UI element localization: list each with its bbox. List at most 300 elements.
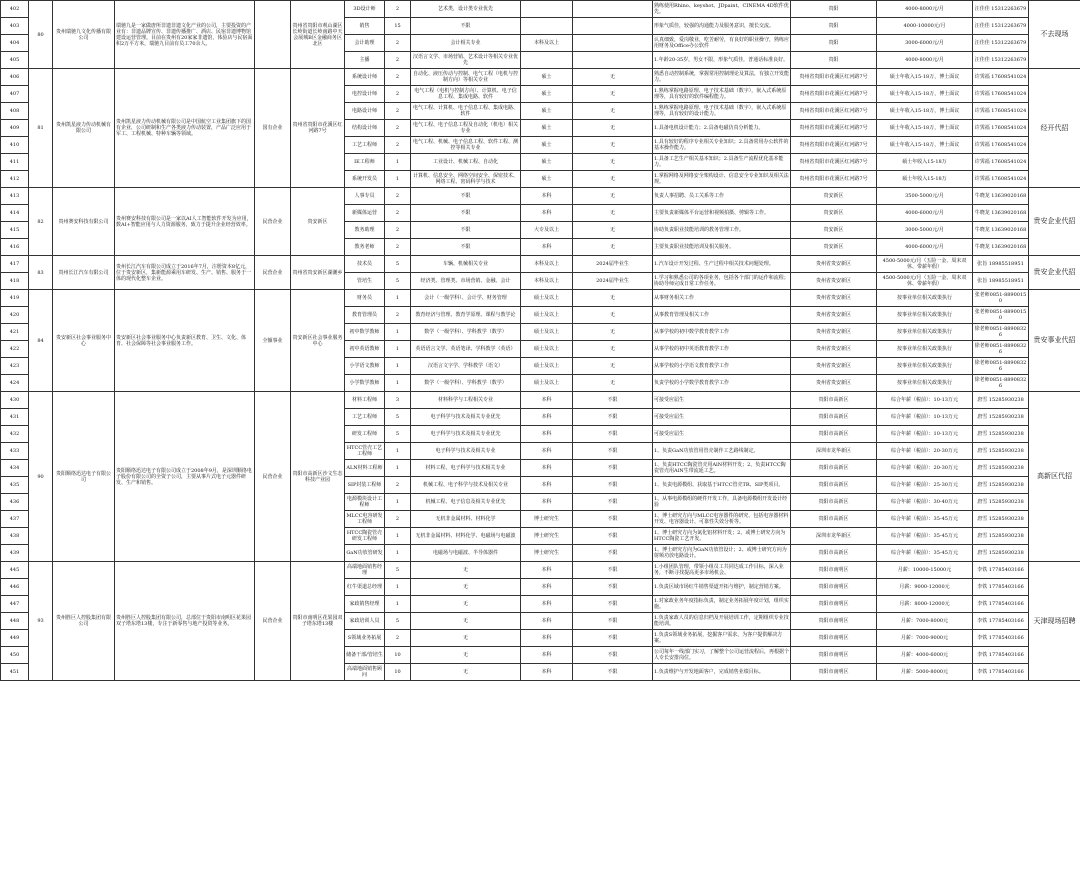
headcount-cell: 2 — [385, 239, 411, 256]
education-cell: 大专及以上 — [521, 222, 573, 239]
headcount-cell: 1 — [385, 579, 411, 596]
education-cell: 本科 — [521, 664, 573, 681]
row-seq-cell: 408 — [1, 103, 29, 120]
major-cell: 电气工程（电机与控制方向）、计算机、电子信息工程、集成电路、软件 — [411, 86, 521, 103]
salary-cell: 硕士年收入15-18万，博士面议 — [877, 137, 973, 154]
contact-cell: 徐老师0851-88908326 — [973, 341, 1029, 358]
other-requirement-cell: 无 — [573, 120, 653, 137]
duty-cell: 从事学校的初中数学教育教学工作 — [653, 324, 791, 341]
row-seq-cell: 434 — [1, 460, 29, 477]
post-cell: 高端地面销售顾问 — [345, 664, 385, 681]
other-requirement-cell: 不限 — [573, 664, 653, 681]
salary-cell: 4500-5000元/月（五险一金、周末双休、带薪年假） — [877, 256, 973, 273]
education-cell: 本科及以上 — [521, 35, 573, 52]
row-seq-cell: 418 — [1, 273, 29, 290]
row-seq-cell: 448 — [1, 613, 29, 630]
row-seq-cell: 405 — [1, 52, 29, 69]
major-cell: 不限 — [411, 239, 521, 256]
headcount-cell: 1 — [385, 375, 411, 392]
contact-cell: 张老师0851-88900150 — [973, 290, 1029, 307]
post-cell: S领域业务拓展 — [345, 630, 385, 647]
row-seq-cell: 447 — [1, 596, 29, 613]
education-cell: 本科 — [521, 630, 573, 647]
workplace-cell: 贵阳 — [791, 52, 877, 69]
contact-cell: 李铁 17785403166 — [973, 579, 1029, 596]
other-requirement-cell: 不限 — [573, 647, 653, 664]
education-cell: 本科 — [521, 188, 573, 205]
major-cell: 材料工程、电子科学与技术相关专业 — [411, 460, 521, 477]
contact-cell: 许霁福 17608541024 — [973, 103, 1029, 120]
headcount-cell: 1 — [385, 154, 411, 171]
duty-cell: 1.掌握网络及网络安全架构设计、信息安全专业知识及相关法规。 — [653, 171, 791, 188]
salary-cell: 月薪：8000-12000元 — [877, 596, 973, 613]
post-cell: 高端地面销售经理 — [345, 562, 385, 579]
workplace-cell: 贵阳 — [791, 1, 877, 18]
duty-cell: 负责人事招聘、员工关系等工作 — [653, 188, 791, 205]
education-cell — [521, 18, 573, 35]
company-name-cell: 贵州长江汽车有限公司 — [53, 256, 115, 290]
other-requirement-cell: 无 — [573, 171, 653, 188]
other-requirement-cell — [573, 1, 653, 18]
workplace-cell: 贵州省贵阳市花溪区红河路7号 — [791, 137, 877, 154]
other-requirement-cell: 无 — [573, 137, 653, 154]
row-seq-cell: 422 — [1, 341, 29, 358]
row-seq-cell: 409 — [1, 120, 29, 137]
workplace-cell: 贵阳市南明区 — [791, 664, 877, 681]
workplace-cell: 贵阳市高新区 — [791, 426, 877, 443]
row-seq-cell: 402 — [1, 1, 29, 18]
headcount-cell: 1 — [385, 528, 411, 545]
workplace-cell: 贵州省贵阳市花溪区红河路7号 — [791, 86, 877, 103]
major-cell: 会计（一级学科）、会计学、财务管理 — [411, 290, 521, 307]
other-requirement-cell: 不限 — [573, 477, 653, 494]
row-seq-cell: 438 — [1, 528, 29, 545]
contact-cell: 唐雪 15285930238 — [973, 545, 1029, 562]
education-cell: 本科 — [521, 613, 573, 630]
post-cell: 教务老师 — [345, 239, 385, 256]
education-cell: 本科 — [521, 647, 573, 664]
company-address-cell: 贵安新区 — [291, 188, 345, 256]
table-row — [1, 256, 1080, 273]
salary-cell: 4000-6000元/月 — [877, 239, 973, 256]
major-cell: 不限 — [411, 188, 521, 205]
other-requirement-cell: 不限 — [573, 460, 653, 477]
workplace-cell: 贵阳市高新区 — [791, 392, 877, 409]
row-seq-cell: 413 — [1, 188, 29, 205]
contact-cell: 唐雪 15285930238 — [973, 392, 1029, 409]
salary-cell: 综合年薪（税前）：20-30万元 — [877, 460, 973, 477]
post-cell: 小学数学教师 — [345, 375, 385, 392]
major-cell: 艺术类，设计类专业优先 — [411, 1, 521, 18]
other-requirement-cell: 不限 — [573, 579, 653, 596]
post-cell: 电源模块设计工程师 — [345, 494, 385, 511]
other-requirement-cell: 无 — [573, 307, 653, 324]
post-cell: 人事专员 — [345, 188, 385, 205]
other-requirement-cell: 无 — [573, 188, 653, 205]
company-no-cell: 84 — [29, 290, 53, 392]
contact-cell: 许霁福 17608541024 — [973, 137, 1029, 154]
headcount-cell: 2 — [385, 1, 411, 18]
education-cell: 本科 — [521, 596, 573, 613]
row-seq-cell: 410 — [1, 137, 29, 154]
other-requirement-cell: 无 — [573, 69, 653, 86]
post-cell: 小学语文教师 — [345, 358, 385, 375]
headcount-cell: 15 — [385, 18, 411, 35]
table-body — [1, 1, 1080, 681]
contact-cell: 牛晓龙 13639020168 — [973, 222, 1029, 239]
company-type-cell: 民营企业 — [255, 256, 291, 290]
major-cell: 电子科学与技术及相关专业 — [411, 443, 521, 460]
headcount-cell: 2 — [385, 188, 411, 205]
duty-cell: 1、负责GaN功放管用管壳制作工艺路线制定。 — [653, 443, 791, 460]
company-type-cell: 全额事业 — [255, 290, 291, 392]
duty-cell: 主要负责职业技能培训及相关服务。 — [653, 239, 791, 256]
headcount-cell: 5 — [385, 613, 411, 630]
contact-cell: 汪佳佳 15312263679 — [973, 52, 1029, 69]
headcount-cell: 2 — [385, 205, 411, 222]
salary-cell: 3500-5000元/月 — [877, 188, 973, 205]
company-no-cell: 82 — [29, 188, 53, 256]
contact-cell: 徐老师0851-88908326 — [973, 324, 1029, 341]
workplace-cell: 贵阳 — [791, 18, 877, 35]
contact-cell: 汪佳佳 15312263679 — [973, 18, 1029, 35]
salary-cell: 月薪：5000-8000元 — [877, 664, 973, 681]
other-requirement-cell — [573, 18, 653, 35]
duty-cell: 1.汽车设计开发过程、生产过程中相关技术问题处理。 — [653, 256, 791, 273]
company-name-cell: 贵阳顺络迅达电子有限公司 — [53, 392, 115, 562]
education-cell: 博士研究生 — [521, 511, 573, 528]
major-cell: 汉语言文字学、学科教学（语文） — [411, 358, 521, 375]
contact-cell: 唐雪 15285930238 — [973, 528, 1029, 545]
education-cell: 硕士 — [521, 86, 573, 103]
salary-cell: 综合年薪（税前）：35-45万元 — [877, 511, 973, 528]
post-cell: 教育管理员 — [345, 307, 385, 324]
other-requirement-cell: 不限 — [573, 511, 653, 528]
salary-cell: 硕士年收入15-18万，博士面议 — [877, 120, 973, 137]
post-cell: 电控设计师 — [345, 86, 385, 103]
headcount-cell: 1 — [385, 443, 411, 460]
education-cell: 本科及以上 — [521, 256, 573, 273]
duty-cell: 负责学校的小学数学教育教学工作 — [653, 375, 791, 392]
table-row — [1, 562, 1080, 579]
salary-cell: 4500-5000元/月（五险一金、周末双休、带薪年假） — [877, 273, 973, 290]
row-seq-cell: 445 — [1, 562, 29, 579]
headcount-cell: 5 — [385, 273, 411, 290]
major-cell: 电气工程、电子信息工程及自动化（机电）相关专业 — [411, 120, 521, 137]
headcount-cell: 2 — [385, 52, 411, 69]
other-requirement-cell — [573, 52, 653, 69]
row-seq-cell: 431 — [1, 409, 29, 426]
workplace-cell: 贵阳市南明区 — [791, 647, 877, 664]
duty-cell: 可接受应届生 — [653, 392, 791, 409]
duty-cell: 形象气质佳，较强的沟通能力及服务意识，擅长交流。 — [653, 18, 791, 35]
headcount-cell: 2 — [385, 511, 411, 528]
headcount-cell: 2 — [385, 477, 411, 494]
duty-cell: 主要负责新媒体平台运营和视频拍摄、剪辑等工作。 — [653, 205, 791, 222]
headcount-cell: 5 — [385, 426, 411, 443]
table-row — [1, 392, 1080, 409]
contact-cell: 李铁 17785403166 — [973, 596, 1029, 613]
major-cell: 无 — [411, 579, 521, 596]
education-cell: 本科 — [521, 409, 573, 426]
post-cell: ALN材料工程师 — [345, 460, 385, 477]
post-cell: 工艺工程师 — [345, 137, 385, 154]
education-cell: 博士研究生 — [521, 545, 573, 562]
major-cell: 无机非金属材料、材料化学、电磁场与电磁波 — [411, 528, 521, 545]
education-cell: 硕士 — [521, 137, 573, 154]
workplace-cell: 贵州省贵阳市花溪区红河路7号 — [791, 69, 877, 86]
education-cell: 硕士 — [521, 171, 573, 188]
company-no-cell: 81 — [29, 69, 53, 188]
major-cell: 工业设计、机械工程、自动化 — [411, 154, 521, 171]
other-requirement-cell: 不限 — [573, 596, 653, 613]
company-no-cell: 80 — [29, 1, 53, 69]
other-requirement-cell: 无 — [573, 205, 653, 222]
table-row — [1, 290, 1080, 307]
headcount-cell: 2 — [385, 86, 411, 103]
duty-cell: 从事学校的初中英语教育教学工作 — [653, 341, 791, 358]
post-cell: 工艺工程师 — [345, 409, 385, 426]
post-cell: SIP封装工程师 — [345, 477, 385, 494]
headcount-cell: 10 — [385, 664, 411, 681]
other-requirement-cell: 2024届毕业生 — [573, 273, 653, 290]
company-name-cell: 贵州胜巨人控股集团有限公司 — [53, 562, 115, 681]
workplace-cell: 贵安新区 — [791, 188, 877, 205]
major-cell: 无 — [411, 647, 521, 664]
duty-cell: 熟悉自动控制系统，掌握常用控制理论及算法，有独立开发能力。 — [653, 69, 791, 86]
other-requirement-cell: 不限 — [573, 562, 653, 579]
row-seq-cell: 423 — [1, 358, 29, 375]
workplace-cell: 贵州省贵安新区 — [791, 256, 877, 273]
salary-cell: 硕士年收入15-18万 — [877, 171, 973, 188]
headcount-cell: 1 — [385, 358, 411, 375]
contact-cell: 牛晓龙 13639020168 — [973, 188, 1029, 205]
duty-cell: 可接受应届生 — [653, 426, 791, 443]
headcount-cell: 2 — [385, 35, 411, 52]
duty-cell: 熟练使用Rhino、keyshot、JDpaint、CINEMA 4D软件优先。 — [653, 1, 791, 18]
major-cell: 无 — [411, 664, 521, 681]
other-requirement-cell: 不限 — [573, 528, 653, 545]
other-requirement-cell: 不限 — [573, 392, 653, 409]
post-cell: 红牛渠道总经理 — [345, 579, 385, 596]
other-requirement-cell: 不限 — [573, 426, 653, 443]
education-cell: 硕士及以上 — [521, 341, 573, 358]
education-cell: 本科 — [521, 426, 573, 443]
education-cell — [521, 1, 573, 18]
row-seq-cell: 404 — [1, 35, 29, 52]
education-cell: 本科 — [521, 579, 573, 596]
duty-cell: 从事教育管理及相关工作 — [653, 307, 791, 324]
salary-cell: 硕士年收入15-18万，博士面议 — [877, 69, 973, 86]
workplace-cell: 贵阳市高新区 — [791, 545, 877, 562]
major-cell: 无 — [411, 613, 521, 630]
post-cell: 3D设计师 — [345, 1, 385, 18]
company-address-cell: 贵阳市南明区花果园双子塔东塔13楼 — [291, 562, 345, 681]
contact-cell: 许霁福 17608541024 — [973, 86, 1029, 103]
post-cell: 主播 — [345, 52, 385, 69]
major-cell: 经济类、管理类、市场营销、金融、会计 — [411, 273, 521, 290]
major-cell: 电磁场与电磁波、半导体器件 — [411, 545, 521, 562]
row-seq-cell: 406 — [1, 69, 29, 86]
row-seq-cell: 424 — [1, 375, 29, 392]
company-type-cell: 国有企业 — [255, 69, 291, 188]
education-cell: 本科 — [521, 205, 573, 222]
remark-cell: 高新区代招 — [1029, 392, 1080, 562]
major-cell: 电气工程、机械、电子信息工程、软件工程、测控等相关专业 — [411, 137, 521, 154]
duty-cell: 1、负责HTCC陶瓷管壳用AlN材料开发；2、负责HTCC陶瓷管壳用AlN生带流延工艺。 — [653, 460, 791, 477]
contact-cell: 许霁福 17608541024 — [973, 154, 1029, 171]
duty-cell: 从事学校的小学语文教育教学工作 — [653, 358, 791, 375]
workplace-cell: 贵安新区 — [791, 222, 877, 239]
row-seq-cell: 412 — [1, 171, 29, 188]
headcount-cell: 1 — [385, 341, 411, 358]
education-cell: 博士研究生 — [521, 528, 573, 545]
remark-cell: 贵安企业代招 — [1029, 188, 1080, 256]
education-cell: 硕士 — [521, 69, 573, 86]
duty-cell: 1.具备工艺生产相关基本知识；2.具备生产流程优化基本能力。 — [653, 154, 791, 171]
other-requirement-cell: 无 — [573, 103, 653, 120]
duty-cell: 从事财务相关工作 — [653, 290, 791, 307]
table-row — [1, 188, 1080, 205]
company-intro-cell: 贵阳顺络迅达电子有限公司成立于2008年9月，是深圳顺络电子股份有限公司的全资子公司，主要从事片式电子元器件研发、生产和销售。 — [115, 392, 255, 562]
post-cell: 教务助理 — [345, 222, 385, 239]
other-requirement-cell: 不限 — [573, 409, 653, 426]
company-name-cell: 贵安新区社会事业服务中心 — [53, 290, 115, 392]
major-cell: 电子科学与技术及相关专业优先 — [411, 409, 521, 426]
row-seq-cell: 419 — [1, 290, 29, 307]
contact-cell: 李铁 17785403166 — [973, 647, 1029, 664]
contact-cell: 徐老师0851-88908326 — [973, 375, 1029, 392]
post-cell: 技术员 — [345, 256, 385, 273]
major-cell: 无 — [411, 596, 521, 613]
workplace-cell: 贵州省贵阳市花溪区红河路7号 — [791, 103, 877, 120]
workplace-cell: 贵州省贵安新区 — [791, 324, 877, 341]
remark-cell: 不去现场 — [1029, 1, 1080, 69]
duty-cell: 1、负责电源模组、获取基于HTCC管壳TR、SIP类项目。 — [653, 477, 791, 494]
headcount-cell: 5 — [385, 256, 411, 273]
major-cell: 无 — [411, 562, 521, 579]
major-cell: 材料科学与工程相关专业 — [411, 392, 521, 409]
major-cell: 数学（一级学科）、学科教学（数学） — [411, 324, 521, 341]
contact-cell: 许霁福 17608541024 — [973, 120, 1029, 137]
row-seq-cell: 437 — [1, 511, 29, 528]
salary-cell: 按事业单位相关政策执行 — [877, 324, 973, 341]
workplace-cell: 贵阳市高新区 — [791, 409, 877, 426]
contact-cell: 张旨 18985518951 — [973, 273, 1029, 290]
company-type-cell: 民营企业 — [255, 188, 291, 256]
major-cell: 无 — [411, 630, 521, 647]
duty-cell: 1.熟练掌握电路原理、电子技术基础（数字），嵌入式系统原理等，具有较好的软件编程能力。 — [653, 86, 791, 103]
duty-cell: 1.具备电机设计能力；2.具备电磁仿真分析能力。 — [653, 120, 791, 137]
company-intro-cell: 贵州胜巨人控股集团有限公司，总部位于贵阳市南明区花果园双子塔东塔13楼，专注于新零售与地产投资等业务。 — [115, 562, 255, 681]
row-seq-cell: 411 — [1, 154, 29, 171]
remark-cell: 贵安事业代招 — [1029, 290, 1080, 392]
headcount-cell: 1 — [385, 290, 411, 307]
duty-cell: 1.具有较好的程序专业相关专业知识；2.具备常用办公软件的基本操作能力。 — [653, 137, 791, 154]
workplace-cell: 贵州省贵安新区 — [791, 273, 877, 290]
table-row — [1, 69, 1080, 86]
post-cell: HTCC管壳工艺工程师 — [345, 443, 385, 460]
workplace-cell: 贵阳市南明区 — [791, 562, 877, 579]
workplace-cell: 贵阳 — [791, 35, 877, 52]
workplace-cell: 贵州省贵安新区 — [791, 341, 877, 358]
contact-cell: 唐雪 15285930238 — [973, 477, 1029, 494]
other-requirement-cell: 无 — [573, 324, 653, 341]
row-seq-cell: 414 — [1, 205, 29, 222]
workplace-cell: 贵安新区 — [791, 205, 877, 222]
company-intro-cell: 贵安新区社会事业服务中心负责新区教育、卫生、文化、体育、社会保障等社会事业服务工作。 — [115, 290, 255, 392]
headcount-cell: 1 — [385, 545, 411, 562]
post-cell: 研发工程师 — [345, 426, 385, 443]
education-cell: 本科 — [521, 477, 573, 494]
salary-cell: 按事业单位相关政策执行 — [877, 358, 973, 375]
contact-cell: 唐雪 15285930238 — [973, 443, 1029, 460]
salary-cell: 3000-5000元/月 — [877, 222, 973, 239]
post-cell: MLCC电容研发工程师 — [345, 511, 385, 528]
major-cell: 数学（一级学科）、学科教学（数学） — [411, 375, 521, 392]
company-address-cell: 贵安新区社会事业服务中心 — [291, 290, 345, 392]
workplace-cell: 贵阳市南明区 — [791, 579, 877, 596]
duty-cell: 1.小组团队管理，带领小组员工共同达成工作目标，深入业务，不断寻找提高更多市场机会。 — [653, 562, 791, 579]
contact-cell: 汪佳佳 15312263679 — [973, 35, 1029, 52]
post-cell: GaN功放管研发 — [345, 545, 385, 562]
other-requirement-cell: 无 — [573, 341, 653, 358]
workplace-cell: 贵州省贵安新区 — [791, 375, 877, 392]
row-seq-cell: 432 — [1, 426, 29, 443]
contact-cell: 许霁福 17608541024 — [973, 171, 1029, 188]
headcount-cell: 1 — [385, 494, 411, 511]
row-seq-cell: 417 — [1, 256, 29, 273]
company-address-cell: 贵州省贵阳市花溪区红河路7号 — [291, 69, 345, 188]
company-no-cell: 90 — [29, 392, 53, 562]
other-requirement-cell: 无 — [573, 239, 653, 256]
duty-cell: 公司每年一线部门实习，了解整个公司运营流程后，再根据个人专长安排岗位。 — [653, 647, 791, 664]
company-address-cell: 贵州省贵安新区湖潮乡 — [291, 256, 345, 290]
duty-cell: 1.熟练掌握电路原理、电子技术基础（数字），嵌入式系统原理等，具有较好的设计能力。 — [653, 103, 791, 120]
major-cell: 汉语言文学、市场营销、艺术设计等相关专业优先 — [411, 52, 521, 69]
headcount-cell: 2 — [385, 103, 411, 120]
row-seq-cell: 450 — [1, 647, 29, 664]
duty-cell: 1.年龄20-35岁，男女不限，形象气质佳，普通话标准良好。 — [653, 52, 791, 69]
headcount-cell: 2 — [385, 222, 411, 239]
workplace-cell: 贵州省贵安新区 — [791, 290, 877, 307]
major-cell: 不限 — [411, 222, 521, 239]
contact-cell: 牛晓龙 13639020168 — [973, 239, 1029, 256]
salary-cell: 综合年薪（税前）：10-13万元 — [877, 426, 973, 443]
workplace-cell: 贵州省贵阳市花溪区红河路7号 — [791, 154, 877, 171]
salary-cell: 硕士年收入15-18万，博士面议 — [877, 103, 973, 120]
post-cell: 管培生 — [345, 273, 385, 290]
row-seq-cell: 420 — [1, 307, 29, 324]
contact-cell: 唐雪 15285930238 — [973, 426, 1029, 443]
major-cell: 无机非金属材料、材料化学 — [411, 511, 521, 528]
duty-cell: 1、博士研究方向为氮化铝材料开发；2、或博士研究方向为HTCC陶瓷工艺开发。 — [653, 528, 791, 545]
headcount-cell: 1 — [385, 460, 411, 477]
row-seq-cell: 403 — [1, 18, 29, 35]
contact-cell: 唐雪 15285930238 — [973, 494, 1029, 511]
remark-cell: 贵安企业代招 — [1029, 256, 1080, 290]
salary-cell: 4000-8000元/月 — [877, 52, 973, 69]
salary-cell: 按事业单位相关政策执行 — [877, 341, 973, 358]
post-cell: 系统开发员 — [345, 171, 385, 188]
remark-cell: 天津现场招聘 — [1029, 562, 1080, 681]
row-seq-cell: 415 — [1, 222, 29, 239]
duty-cell: 1.学习和熟悉公司的各项业务，包括各个部门的运作和流程；协助导师完成日常工作任务。 — [653, 273, 791, 290]
row-seq-cell: 449 — [1, 630, 29, 647]
other-requirement-cell: 无 — [573, 375, 653, 392]
row-seq-cell: 439 — [1, 545, 29, 562]
headcount-cell: 5 — [385, 409, 411, 426]
